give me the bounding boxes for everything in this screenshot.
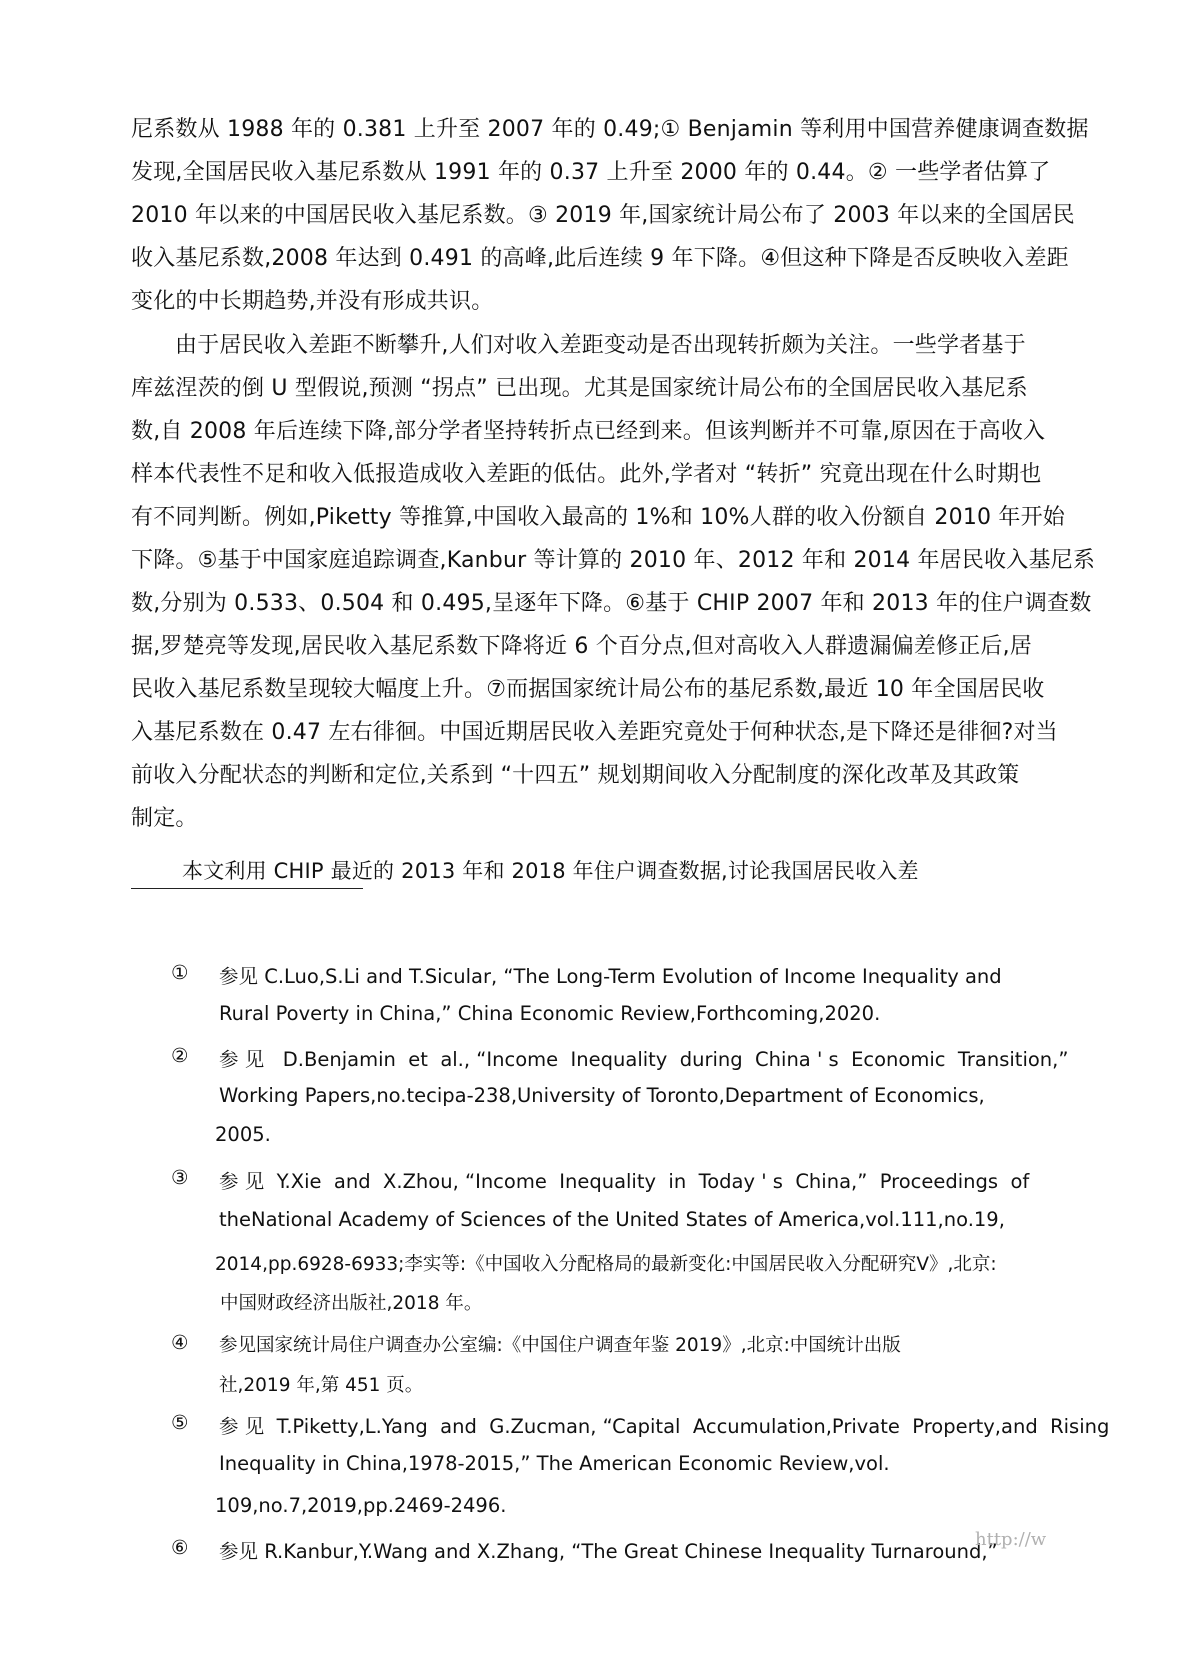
body-line: 数,分别为 0.533、0.504 和 0.495,呈逐年下降。⑥基于 CHIP 2007 年和 2013 年的住户调查数 [131,591,1092,616]
footnote-line: 社,2019 年,第 451 页。 [219,1375,424,1396]
footnote-line: Inequality in China,1978-2015,” The American Economic Review,vol. [219,1452,890,1475]
body-line: 据,罗楚亮等发现,居民收入基尼系数下降将近 6 个百分点,但对高收入人群遗漏偏差修正后,居 [131,634,1032,659]
body-line: 数,自 2008 年后连续下降,部分学者坚持转折点已经到来。但该判断并不可靠,原因在于高收入 [131,419,1046,444]
body-line: 有不同判断。例如,Piketty 等推算,中国收入最高的 1%和 10%人群的收入份额自 2010 年开始 [131,505,1066,530]
body-line: 收入基尼系数,2008 年达到 0.491 的高峰,此后连续 9 年下降。④但这种下降是否反映收入差距 [131,246,1069,271]
footnote-line: 109,no.7,2019,pp.2469-2496. [215,1494,507,1517]
footnote-number: ② [171,1044,189,1067]
body-line: 前收入分配状态的判断和定位,关系到 “十四五” 规划期间收入分配制度的深化改革及其政策 [131,763,1020,788]
body-line: 发现,全国居民收入基尼系数从 1991 年的 0.37 上升至 2000 年的 0.44。② 一些学者估算了 [131,160,1051,185]
footnote-line: 2014,pp.6928-6933;李实等:《中国收入分配格局的最新变化:中国居民收入分配研究Ⅴ》,北京: [215,1254,997,1275]
body-line: 制定。 [131,806,198,831]
footnote-line: 参见 R.Kanbur,Y.Wang and X.Zhang, “The Great Chinese Inequality Turnaround,” [219,1540,998,1563]
footnote-line: Rural Poverty in China,” China Economic Review,Forthcoming,2020. [219,1002,881,1025]
watermark: http://w [975,1529,1047,1550]
body-line: 下降。⑤基于中国家庭追踪调查,Kanbur 等计算的 2010 年、2012 年和 2014 年居民收入基尼系 [131,548,1096,573]
footnote-line: 参见国家统计局住户调查办公室编:《中国住户调查年鉴 2019》,北京:中国统计出版 [219,1335,901,1356]
body-line: 库兹涅茨的倒 U 型假说,预测 “拐点” 已出现。尤其是国家统计局公布的全国居民收入基尼系 [131,376,1028,401]
body-line: 本文利用 CHIP 最近的 2013 年和 2018 年住户调查数据,讨论我国居民收入差 [182,859,919,883]
body-line: 民收入基尼系数呈现较大幅度上升。⑦而据国家统计局公布的基尼系数,最近 10 年全国居民收 [131,677,1045,702]
footnote-rule [131,888,363,889]
body-line: 变化的中长期趋势,并没有形成共识。 [131,289,494,314]
footnote-line: 参 见 D.Benjamin et al., “Income Inequality during China ' s Economic Transition,” [219,1048,1069,1071]
footnote-line: Working Papers,no.tecipa-238,University of Toronto,Department of Economics, [219,1084,985,1107]
body-line: 入基尼系数在 0.47 左右徘徊。中国近期居民收入差距究竟处于何种状态,是下降还是徘徊?对当 [131,720,1058,745]
footnote-line: 参见 C.Luo,S.Li and T.Sicular, “The Long-Term Evolution of Income Inequality and [219,965,1002,988]
footnote-line: 参 见 Y.Xie and X.Zhou, “Income Inequality in Today ' s China,” Proceedings of [219,1170,1030,1193]
footnote-line: 中国财政经济出版社,2018 年。 [220,1293,483,1314]
footnote-number: ④ [171,1331,189,1354]
body-line: 样本代表性不足和收入低报造成收入差距的低估。此外,学者对 “转折” 究竟出现在什么时期也 [131,462,1042,487]
body-line: 2010 年以来的中国居民收入基尼系数。③ 2019 年,国家统计局公布了 2003 年以来的全国居民 [131,203,1075,228]
footnote-number: ⑥ [171,1536,189,1559]
footnote-number: ③ [171,1166,189,1189]
footnote-line: 参 见 T.Piketty,L.Yang and G.Zucman, “Capital Accumulation,Private Property,and Rising [219,1415,1110,1438]
footnote-line: 2005. [215,1123,271,1146]
footnote-number: ① [171,961,189,984]
body-line: 尼系数从 1988 年的 0.381 上升至 2007 年的 0.49;① Benjamin 等利用中国营养健康调查数据 [131,117,1089,142]
footnote-number: ⑤ [171,1411,189,1434]
footnote-line: theNational Academy of Sciences of the United States of America,vol.111,no.19, [219,1208,1005,1231]
body-line: 由于居民收入差距不断攀升,人们对收入差距变动是否出现转折颇为关注。一些学者基于 [175,333,1026,358]
